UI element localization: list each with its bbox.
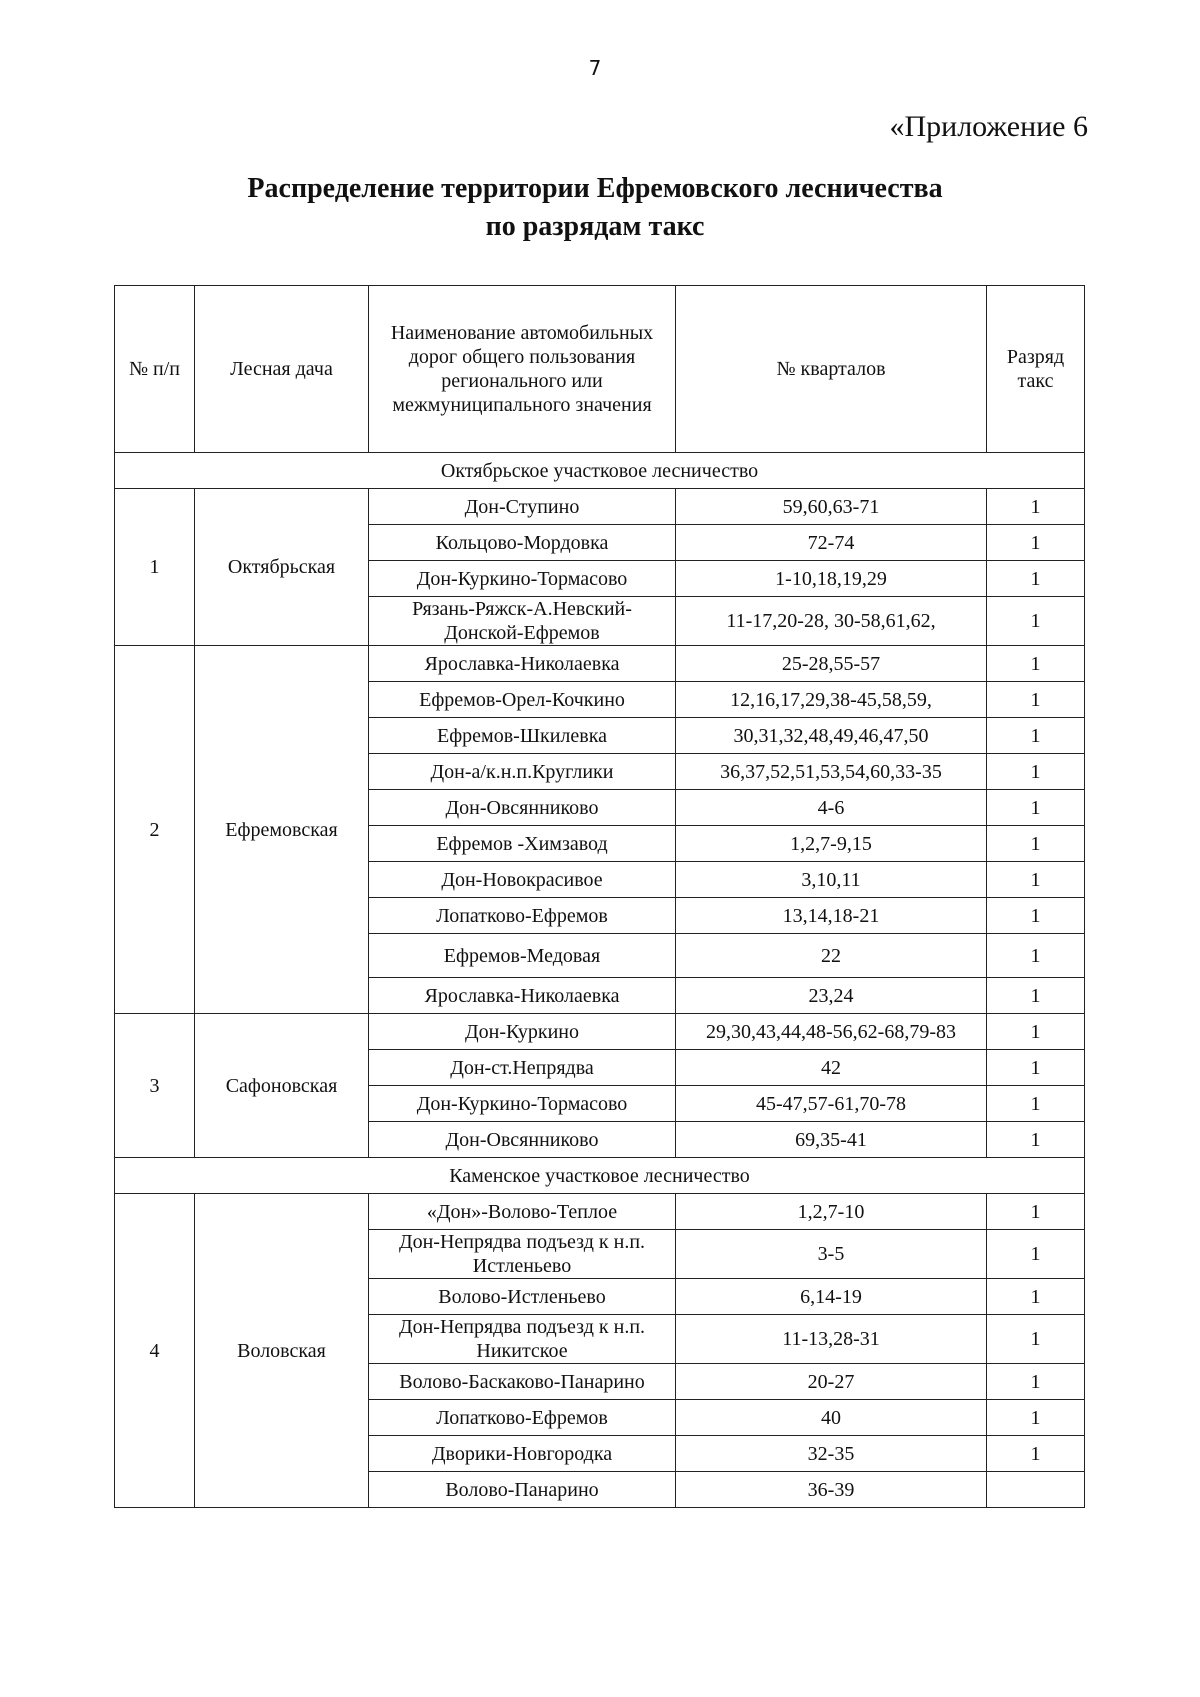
- cell-quarters: 42: [676, 1050, 987, 1086]
- cell-quarters: 45-47,57-61,70-78: [676, 1086, 987, 1122]
- cell-rank: 1: [987, 489, 1085, 525]
- cell-road: Ярославка-Николаевка: [369, 646, 676, 682]
- cell-quarters: 11-17,20-28, 30-58,61,62,: [676, 597, 987, 646]
- cell-road: Дон-Куркино-Тормасово: [369, 561, 676, 597]
- cell-quarters: 1,2,7-10: [676, 1194, 987, 1230]
- cell-road: Дон-ст.Непрядва: [369, 1050, 676, 1086]
- cell-quarters: 3-5: [676, 1230, 987, 1279]
- cell-rank: 1: [987, 826, 1085, 862]
- cell-road: Дворики-Новгородка: [369, 1436, 676, 1472]
- cell-road: Лопатково-Ефремов: [369, 898, 676, 934]
- cell-road: Дон-Непрядва подъезд к н.п. Никитское: [369, 1315, 676, 1364]
- cell-rank: 1: [987, 978, 1085, 1014]
- cell-road: Дон-Куркино: [369, 1014, 676, 1050]
- cell-quarters: 20-27: [676, 1364, 987, 1400]
- cell-dacha: Октябрьская: [195, 489, 369, 646]
- cell-quarters: 59,60,63-71: [676, 489, 987, 525]
- cell-road: Дон-Овсянниково: [369, 1122, 676, 1158]
- cell-rank: 1: [987, 561, 1085, 597]
- cell-rank: 1: [987, 1122, 1085, 1158]
- cell-dacha: Воловская: [195, 1194, 369, 1508]
- cell-rank: 1: [987, 1315, 1085, 1364]
- table-row: [115, 1194, 1085, 1230]
- cell-road: Волово-Баскаково-Панарино: [369, 1364, 676, 1400]
- cell-road: Ярославка-Николаевка: [369, 978, 676, 1014]
- cell-dacha: Ефремовская: [195, 646, 369, 1014]
- cell-quarters: 25-28,55-57: [676, 646, 987, 682]
- header-num: № п/п: [115, 286, 195, 453]
- table-row: [115, 1014, 1085, 1050]
- cell-rank: 1: [987, 525, 1085, 561]
- cell-rank: 1: [987, 790, 1085, 826]
- title-line: по разрядам такс: [485, 211, 705, 242]
- cell-num: 1: [115, 489, 195, 646]
- appendix-label: «Приложение 6: [889, 110, 1088, 143]
- cell-road: Волово-Панарино: [369, 1472, 676, 1508]
- section-row: [115, 1158, 1085, 1194]
- cell-road: Кольцово-Мордовка: [369, 525, 676, 561]
- cell-road: Дон-Куркино-Тормасово: [369, 1086, 676, 1122]
- cell-road: Дон-Ступино: [369, 489, 676, 525]
- cell-road: Дон-а/к.н.п.Круглики: [369, 754, 676, 790]
- cell-rank: 1: [987, 718, 1085, 754]
- cell-road: Дон-Непрядва подъезд к н.п. Истленьево: [369, 1230, 676, 1279]
- cell-dacha: Сафоновская: [195, 1014, 369, 1158]
- cell-rank: 1: [987, 1436, 1085, 1472]
- cell-rank: 1: [987, 597, 1085, 646]
- cell-quarters: 30,31,32,48,49,46,47,50: [676, 718, 987, 754]
- cell-quarters: 69,35-41: [676, 1122, 987, 1158]
- cell-road: Дон-Новокрасивое: [369, 862, 676, 898]
- page-number: 7: [588, 56, 602, 80]
- cell-quarters: 36-39: [676, 1472, 987, 1508]
- page-title: [0, 170, 1190, 246]
- cell-quarters: 36,37,52,51,53,54,60,33-35: [676, 754, 987, 790]
- cell-rank: 1: [987, 646, 1085, 682]
- cell-quarters: 1,2,7-9,15: [676, 826, 987, 862]
- cell-rank: 1: [987, 1014, 1085, 1050]
- cell-road: Лопатково-Ефремов: [369, 1400, 676, 1436]
- cell-rank: 1: [987, 682, 1085, 718]
- cell-rank: 1: [987, 1279, 1085, 1315]
- cell-rank: 1: [987, 1086, 1085, 1122]
- cell-num: 4: [115, 1194, 195, 1508]
- cell-quarters: 4-6: [676, 790, 987, 826]
- cell-rank: 1: [987, 862, 1085, 898]
- title-line: Распределение территории Ефремовского лесничества: [247, 173, 943, 204]
- cell-quarters: 22: [676, 934, 987, 978]
- cell-quarters: 11-13,28-31: [676, 1315, 987, 1364]
- cell-road: Ефремов-Орел-Кочкино: [369, 682, 676, 718]
- cell-quarters: 32-35: [676, 1436, 987, 1472]
- cell-rank: 1: [987, 1194, 1085, 1230]
- cell-quarters: 72-74: [676, 525, 987, 561]
- header-road: Наименование автомобильных дорог общего пользования регионального или межмуниципального значения: [369, 286, 676, 453]
- cell-road: Рязань-Ряжск-А.Невский-Донской-Ефремов: [369, 597, 676, 646]
- cell-num: 2: [115, 646, 195, 1014]
- header-dacha: Лесная дача: [195, 286, 369, 453]
- cell-road: Волово-Истленьево: [369, 1279, 676, 1315]
- cell-road: Дон-Овсянниково: [369, 790, 676, 826]
- cell-rank: 1: [987, 898, 1085, 934]
- cell-road: Ефремов-Медовая: [369, 934, 676, 978]
- cell-quarters: 6,14-19: [676, 1279, 987, 1315]
- cell-num: 3: [115, 1014, 195, 1158]
- section-row: [115, 453, 1085, 489]
- cell-rank: [987, 1472, 1085, 1508]
- table-body: [115, 453, 1085, 1508]
- cell-rank: 1: [987, 1400, 1085, 1436]
- cell-road: Ефремов -Химзавод: [369, 826, 676, 862]
- tax-rank-table: [114, 285, 1085, 1508]
- header-rank: Разряд такс: [987, 286, 1085, 453]
- section-title: Октябрьское участковое лесничество: [115, 453, 1085, 489]
- cell-quarters: 12,16,17,29,38-45,58,59,: [676, 682, 987, 718]
- table-header-row: [115, 286, 1085, 453]
- cell-quarters: 1-10,18,19,29: [676, 561, 987, 597]
- header-quarters: № кварталов: [676, 286, 987, 453]
- cell-quarters: 40: [676, 1400, 987, 1436]
- cell-road: «Дон»-Волово-Теплое: [369, 1194, 676, 1230]
- cell-quarters: 23,24: [676, 978, 987, 1014]
- cell-rank: 1: [987, 934, 1085, 978]
- cell-quarters: 13,14,18-21: [676, 898, 987, 934]
- cell-quarters: 3,10,11: [676, 862, 987, 898]
- cell-road: Ефремов-Шкилевка: [369, 718, 676, 754]
- cell-rank: 1: [987, 1364, 1085, 1400]
- cell-rank: 1: [987, 754, 1085, 790]
- cell-quarters: 29,30,43,44,48-56,62-68,79-83: [676, 1014, 987, 1050]
- table-row: [115, 646, 1085, 682]
- section-title: Каменское участковое лесничество: [115, 1158, 1085, 1194]
- cell-rank: 1: [987, 1230, 1085, 1279]
- table-row: [115, 489, 1085, 525]
- cell-rank: 1: [987, 1050, 1085, 1086]
